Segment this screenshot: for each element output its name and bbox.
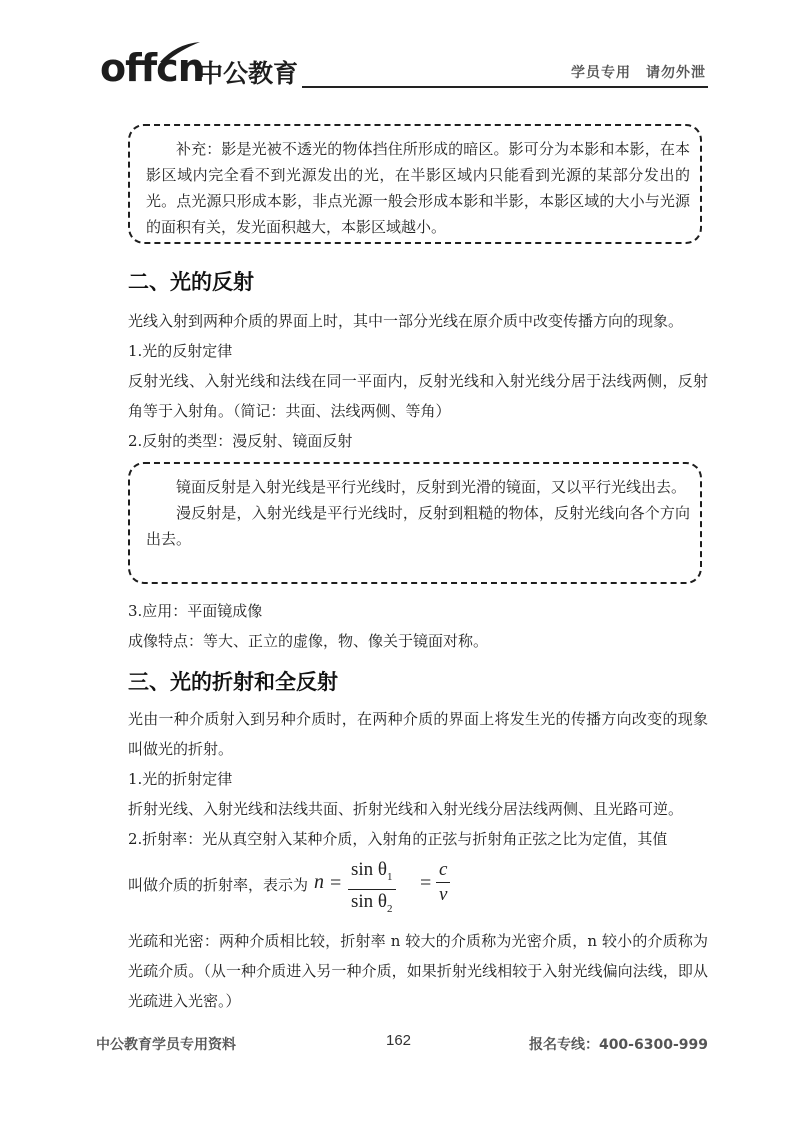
dense-sparse-media-text: 光疏和光密：两种介质相比较，折射率 n 较大的介质称为光密介质，n 较小的介质称为光疏介质。（从一种介质进入另一种介质，如果折射光线相较于入射光线偏向法线，即从光疏进入光密。）: [128, 932, 708, 1010]
formula-n: n: [314, 871, 324, 893]
refractive-index-formula: [128, 858, 708, 914]
formula-equals-2: =: [420, 872, 432, 894]
reflection-law-text: 反射光线、入射光线和法线在同一平面内，反射光线和入射光线分居于法线两侧，反射角等于入射角。（简记：共面、法线两侧、等角）: [128, 372, 708, 420]
reflection-intro: 光线入射到两种介质的界面上时，其中一部分光线在原介质中改变传播方向的现象。: [128, 312, 684, 330]
supplement-text: 补充：影是光被不透光的物体挡住所形成的暗区。影可分为本影和本影，在本影区域内完全看不到光源发出的光，在半影区域内只能看到光源的某部分发出的光。点光源只形成本影，非点光源一般会形成本影和半影，本影区域的大小与光源的面积有关，发光面积越大，本影区域越小。: [146, 140, 690, 236]
section-heading-refraction: 三、光的折射和全反射: [128, 670, 338, 694]
reflection-law-heading: 1.光的反射定律: [128, 342, 233, 360]
page-header: [96, 40, 708, 92]
header-notice: 学员专用 请勿外泄: [571, 65, 706, 81]
diffuse-reflection-text: 漫反射是，入射光线是平行光线时，反射到粗糙的物体，反射光线向各个方向出去。: [146, 504, 690, 548]
footer-hotline: 报名专线：400-6300-999: [528, 1037, 708, 1053]
reflection-types-heading: 2.反射的类型：漫反射、镜面反射: [128, 432, 353, 450]
supplement-box: [128, 124, 702, 244]
reflection-types-box: [128, 462, 702, 584]
application-heading: 3.应用：平面镜成像: [128, 602, 263, 620]
formula-denominator-sin: sin θ: [351, 890, 388, 912]
formula-equals-1: =: [330, 872, 342, 894]
specular-reflection-text: 镜面反射是入射光线是平行光线时，反射到光滑的镜面，又以平行光线出去。: [176, 478, 687, 496]
formula-denominator-v: v: [439, 884, 448, 905]
page-footer: [96, 1030, 708, 1054]
section-heading-reflection: 二、光的反射: [128, 270, 254, 294]
formula-sine-fraction: [348, 858, 396, 921]
formula-sub-2: 2: [387, 902, 393, 915]
logo-chinese: 中公教育: [198, 59, 299, 88]
logo-latin: offcn: [100, 46, 204, 90]
refractive-index-text: 2.折射率：光从真空射入某种介质，入射角的正弦与折射角正弦之比为定值，其值: [128, 830, 668, 848]
header-rule: [302, 86, 708, 88]
refraction-intro: 光由一种介质射入到另种介质时，在两种介质的界面上将发生光的传播方向改变的现象叫做光的折射。: [128, 710, 708, 758]
refraction-law-text: 折射光线、入射光线和法线共面、折射光线和入射光线分居法线两侧、且光路可逆。: [128, 800, 684, 818]
refraction-law-heading: 1.光的折射定律: [128, 770, 233, 788]
page-number: 162: [386, 1032, 412, 1049]
footer-left: 中公教育学员专用资料: [96, 1037, 236, 1053]
formula-speed-fraction: [436, 858, 450, 907]
application-text: 成像特点：等大、正立的虚像，物、像关于镜面对称。: [128, 632, 489, 650]
formula-lead-text: 叫做介质的折射率，表示为: [128, 876, 309, 894]
formula-numerator-sin: sin θ: [351, 859, 388, 880]
formula-sub-1: 1: [387, 870, 393, 883]
formula-numerator-c: c: [439, 859, 448, 880]
